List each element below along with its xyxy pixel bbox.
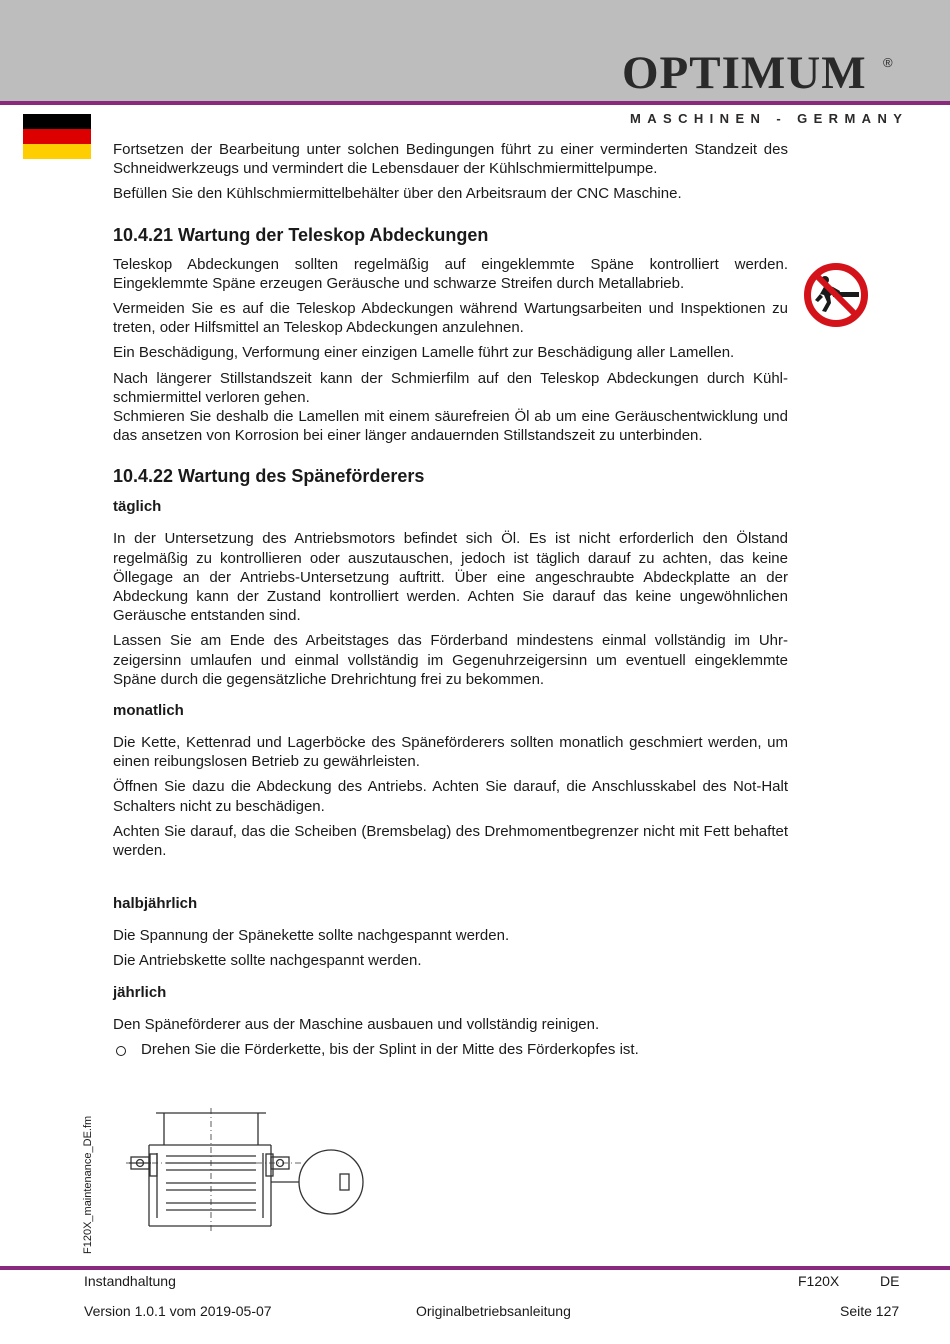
subheading-yearly: jährlich [113,983,167,1001]
no-stepping-prohibition-icon [803,262,869,328]
footer-version: Version 1.0.1 vom 2019-05-07 [84,1303,272,1319]
telescope-paragraph-3: Ein Beschädigung, Verformung einer einzigen Lamelle führt zur Beschädigung aller Lamellen. [113,344,735,362]
subheading-monthly: monatlich [113,702,184,720]
header-rule [0,101,950,105]
subheading-daily: täglich [113,498,162,516]
footer-language: DE [880,1273,900,1289]
footer-model: F120X [798,1273,840,1289]
footer-rule [0,1266,950,1270]
source-filename: F120X_maintenance_DE.fm [82,1115,94,1254]
monthly-paragraph-2: Öffnen Sie dazu die Abdeckung des Antriebs. Achten Sie darauf, die Anschlusskabel des Not-Halt Schalters nicht zu beschädigen. [113,778,788,815]
bullet-circle-icon [116,1046,126,1056]
brand-logo: OPTIMUM [622,47,867,99]
yearly-paragraph-1: Den Späneförderer aus der Maschine ausbauen und vollständig reinigen. [113,1015,600,1033]
monthly-paragraph-3: Achten Sie darauf, das die Scheiben (Bremsbelag) des Drehmomentbegrenzer nicht mit Fett behaftet werden. [113,822,788,860]
telescope-paragraph-4b: Schmieren Sie deshalb die Lamellen mit einem säurefreien Öl ab um eine Geräuschentwicklung und das ansetzen von Korrosion bei einer länger andauernden Stillstandszeit zu unterbinden. [113,408,788,445]
intro-paragraph-1: Fortsetzen der Bearbeitung unter solchen Bedingungen führt zu einer verminderten Standzeit des Schneidwerkzeugs und vermindert die Lebensdauer der Kühlschmiermittelpumpe. [113,141,788,178]
telescope-paragraph-4a: Nach längerer Stillstandszeit kann der Schmierfilm auf den Teleskop Abdeckungen durch Kühlschmiermittel verloren gehen. [113,369,788,406]
page-content [113,140,788,1059]
chip-conveyor-head-drawing [126,1108,371,1233]
monthly-paragraph-1: Die Kette, Kettenrad und Lagerböcke des Späneförderers sollten monatlich geschmiert werden, um einen reibungslosen Betrieb zu gewährleisten. [113,734,788,771]
logo-subtitle: MASCHINEN - GERMANY [630,111,909,126]
halfyear-paragraph-1: Die Spannung der Spänekette sollte nachgespannt werden. [113,927,510,945]
subheading-halfyear: halbjährlich [113,895,198,913]
logo-registered-mark: ® [883,55,893,70]
section-heading-telescope: 10.4.21 Wartung der Teleskop Abdeckungen [113,224,489,245]
footer-chapter: Instandhaltung [84,1273,176,1289]
telescope-paragraph-1: Teleskop Abdeckungen sollten regelmäßig auf eingeklemmte Späne kontrolliert werden. Eingeklemmte Späne erzeugen Geräusche und schwarze Streifen durch Metallabrieb. [113,255,788,292]
footer-page-number: Seite 127 [840,1303,900,1319]
footer-doc-type: Originalbetriebsanleitung [416,1303,571,1319]
germany-flag-icon [23,114,91,159]
telescope-paragraph-2: Vermeiden Sie es auf die Teleskop Abdeckungen während Wartungsarbeiten und Inspektionen zu treten, oder Hilfsmittel an Teleskop Abdeckungen anzulehnen. [113,300,788,337]
yearly-bullet-item [113,1040,788,1059]
daily-paragraph-2: Lassen Sie am Ende des Arbeitstages das Förderband mindestens einmal vollständig im Uhrzeigersinn umlaufen und einmal vollständig im Gegenuhrzeigersinn um eventuell eingeklemmte Späne durch die gegensätzliche Drehrichtung frei zu bekommen. [113,632,788,688]
daily-paragraph-1: In der Untersetzung des Antriebsmotors befindet sich Öl. Es ist nicht erforderlich den Ölstand regelmäßig zu kontrollieren oder auszutauschen, jedoch ist täglich darauf zu achten, das keine Öllegage an der Antriebs-Untersetzung auftritt. Über eine angeschraubte Abdeckplatte an der Abdeckung kann der Zustand kontrolliert werden. Achten Sie darauf das keine ungewöhnlichen Geräusche entstanden sind. [113,530,788,625]
yearly-bullet-text: Drehen Sie die Förderkette, bis der Splint in der Mitte des Förderkopfes ist. [141,1040,639,1058]
halfyear-paragraph-2: Die Antriebskette sollte nachgespannt werden. [113,952,422,970]
intro-paragraph-2: Befüllen Sie den Kühlschmiermittelbehälter über den Arbeitsraum der CNC Maschine. [113,185,682,203]
section-heading-chip-conveyor: 10.4.22 Wartung des Späneförderers [113,466,425,487]
